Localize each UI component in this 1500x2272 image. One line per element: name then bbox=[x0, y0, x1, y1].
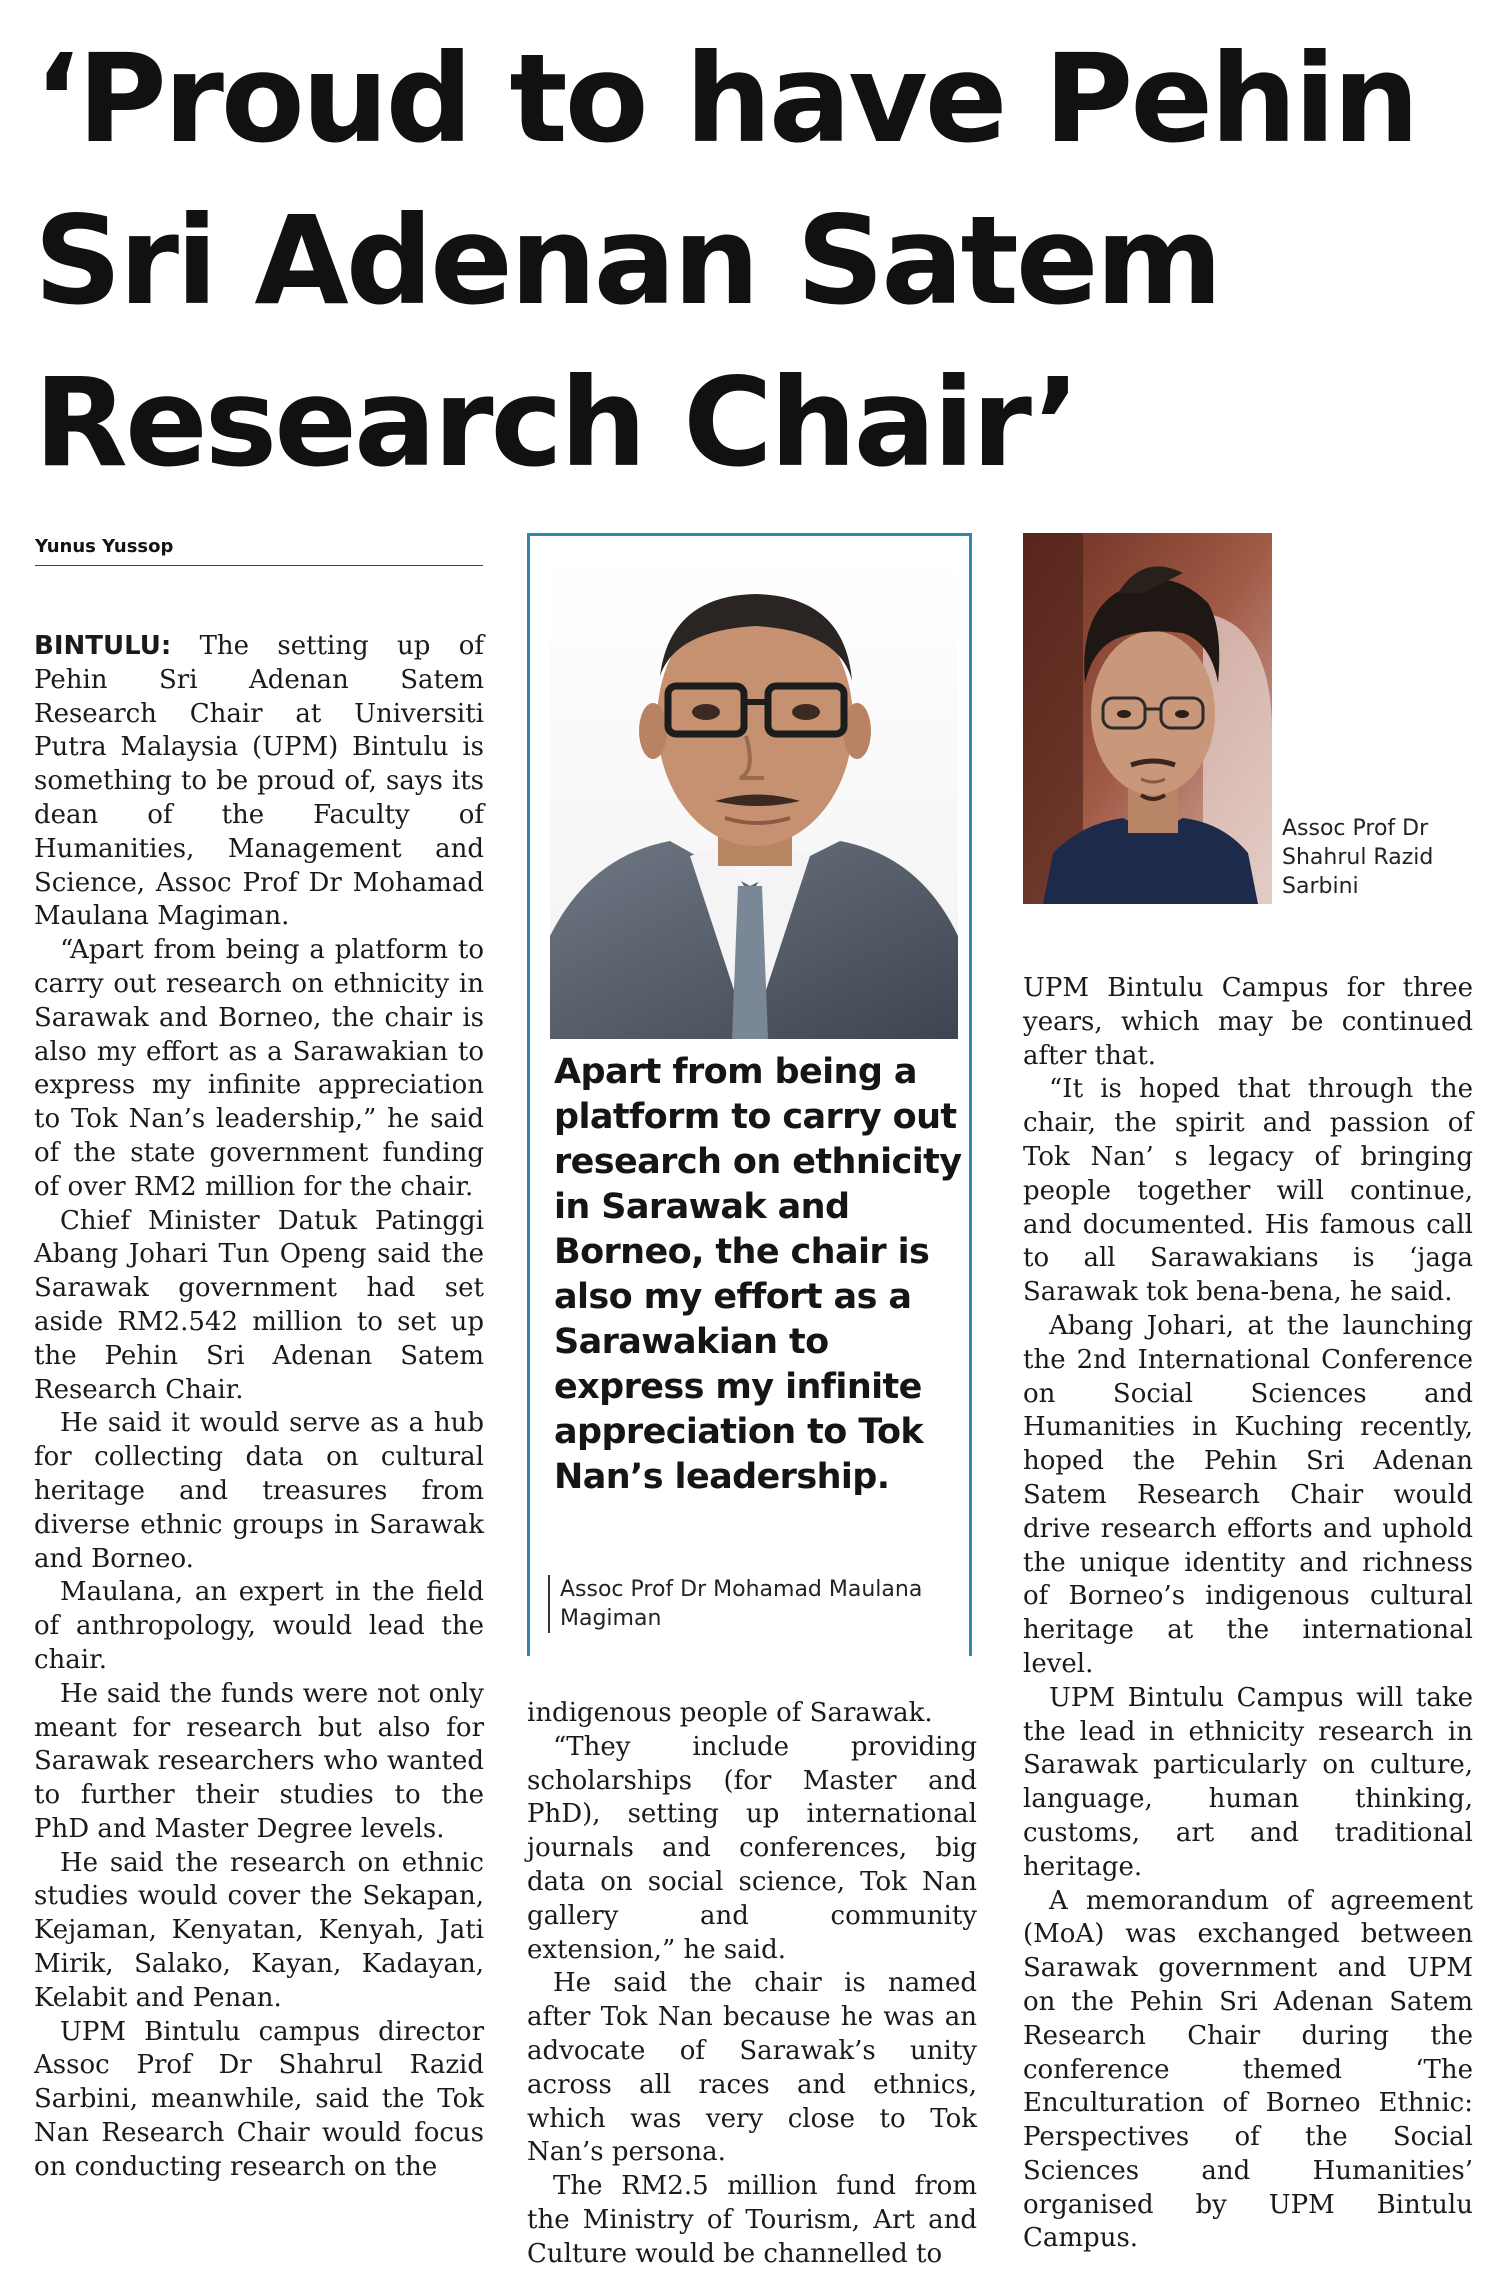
headline-line: Sri Adenan Satem bbox=[34, 190, 1220, 332]
dateline: BINTULU: bbox=[34, 631, 172, 661]
paragraph: UPM Bintulu Campus will take the lead in ethnicity research in Sarawak particularly on culture, language, human thinking, customs, art and traditional heritage. bbox=[1023, 1682, 1473, 1882]
portrait-photo-maulana bbox=[550, 556, 958, 1039]
paragraph: Chief Minister Datuk Patinggi Abang Johari Tun Openg said the Sarawak government had set aside RM2.542 million to set up the Pehin Sri Adenan Satem Research Chair. bbox=[34, 1205, 484, 1405]
lead-paragraph bbox=[34, 630, 484, 934]
paragraph: “They include providing scholarships (for Master and PhD), setting up international journals and conferences, big data on social science, Tok Nan gallery and community extension,” he said. bbox=[527, 1731, 977, 1965]
article-column-2 bbox=[527, 1697, 977, 2272]
paragraph: UPM Bintulu Campus for three years, which may be continued after that. bbox=[1023, 973, 1473, 1071]
article-column-3 bbox=[1023, 972, 1473, 2256]
paragraph: He said the research on ethnic studies would cover the Sekapan, Kejaman, Kenyatan, Kenyah, Jati Mirik, Salako, Kayan, Kadayan, Kelabit and Penan. bbox=[34, 1847, 484, 2013]
photo-caption-shahrul: Assoc Prof Dr Shahrul Razid Sarbini bbox=[1282, 816, 1434, 899]
headline bbox=[34, 18, 1474, 504]
paragraph: A memorandum of agreement (MoA) was exchanged between Sarawak government and UPM on the Pehin Sri Adenan Satem Research Chair during the conference themed ‘The Enculturation of Borneo Ethnic: Perspectives of the Social Sciences and Humanities’ organised by UPM Bintulu Campus. bbox=[1023, 1885, 1473, 2254]
paragraph: UPM Bintulu campus director Assoc Prof Dr Shahrul Razid Sarbini, meanwhile, said the Tok Nan Research Chair would focus on conducting research on the bbox=[34, 2016, 484, 2182]
headline-line: Research Chair’ bbox=[34, 352, 1078, 494]
paragraph: Abang Johari, at the launching the 2nd International Conference on Social Sciences and Humanities in Kuching recently, hoped the Pehin Sri Adenan Satem Research Chair would drive research efforts and uphold the unique identity and richness of Borneo’s indigenous cultural heritage at the international level. bbox=[1023, 1310, 1473, 1679]
paragraph: “It is hoped that through the chair, the spirit and passion of Tok Nan’ s legacy of bringing people together will continue, and documented. His famous call to all Sarawakians is ‘jaga Sarawak tok bena-bena, he said. bbox=[1023, 1074, 1473, 1308]
headline-line: ‘Proud to have Pehin bbox=[34, 28, 1417, 170]
paragraph: He said it would serve as a hub for collecting data on cultural heritage and treasures from diverse ethnic groups in Sarawak and Borneo. bbox=[34, 1408, 484, 1574]
portrait-maulana-image bbox=[550, 556, 958, 1039]
byline: Yunus Yussop bbox=[35, 536, 483, 566]
paragraph: He said the chair is named after Tok Nan because he was an advocate of Sarawak’s unity across all races and ethnics, which was very close to Tok Nan’s persona. bbox=[527, 1968, 977, 2168]
pull-quote-attribution: Assoc Prof Dr Mohamad Maulana Magiman bbox=[548, 1575, 980, 1633]
paragraph: He said the funds were not only meant for research but also for Sarawak researchers who wanted to further their studies to the PhD and Master Degree levels. bbox=[34, 1678, 484, 1844]
paragraph: “Apart from being a platform to carry out research on ethnicity in Sarawak and Borneo, the chair is also my effort as a Sarawakian to express my infinite appreciation to Tok Nan’s leadership,” he said of the state government funding of over RM2 million for the chair. bbox=[34, 935, 484, 1202]
paragraph: indigenous people of Sarawak. bbox=[527, 1698, 933, 1728]
pull-quote-text: Apart from being a platform to carry out research on ethnicity in Sarawak and Borneo, the chair is also my effort as a Sarawakian to express my infinite appreciation to Tok Nan’s leadership. bbox=[554, 1052, 962, 1497]
article-column-1 bbox=[34, 630, 484, 2185]
lead-text: The setting up of Pehin Sri Adenan Satem Research Chair at Universiti Putra Malaysia (UPM) Bintulu is something to be proud of, says its dean of the Faculty of Humanities, Management and Science, Assoc Prof Dr Mohamad Maulana Magiman. bbox=[34, 631, 485, 932]
portrait-photo-shahrul bbox=[1023, 533, 1272, 904]
paragraph: Maulana, an expert in the field of anthropology, would lead the chair. bbox=[34, 1577, 484, 1675]
paragraph: The RM2.5 million fund from the Ministry of Tourism, Art and Culture would be channelled to bbox=[527, 2171, 977, 2269]
portrait-shahrul-image bbox=[1023, 533, 1272, 904]
